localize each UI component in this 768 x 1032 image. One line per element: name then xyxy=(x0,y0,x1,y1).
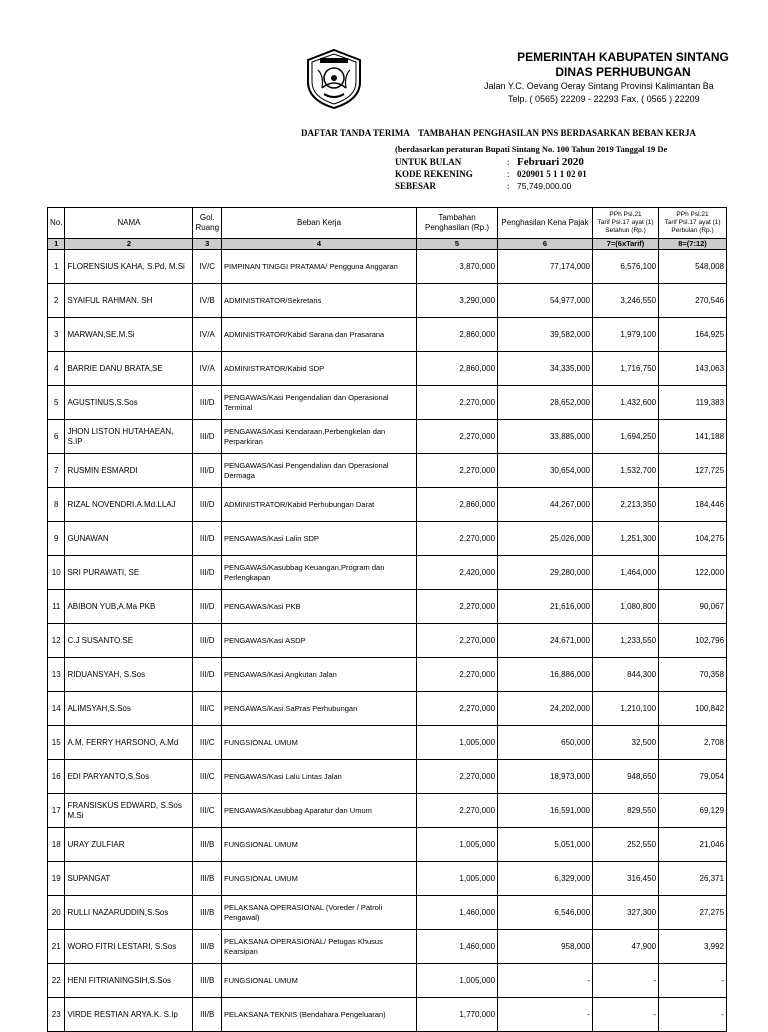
additional-income-cell: 1,005,000 xyxy=(417,862,498,896)
additional-income-cell: 2,270,000 xyxy=(417,522,498,556)
row-number-cell: 21 xyxy=(48,930,65,964)
meta-rekening xyxy=(395,168,587,180)
additional-income-cell: 2,270,000 xyxy=(417,454,498,488)
column-number-cell: 5 xyxy=(417,239,498,250)
workload-position-cell: PENGAWAS/Kasi Pengendalian dan Operasional Dermaga xyxy=(222,454,417,488)
grade-cell: III/D xyxy=(193,624,222,658)
employee-name-cell: URAY ZULFIAR xyxy=(65,828,193,862)
title-text: TAMBAHAN PENGHASILAN PNS BERDASARKAN BEBAN KERJA xyxy=(417,128,697,138)
workload-position-cell: FUNGSIONAL UMUM xyxy=(222,964,417,998)
employee-name-cell: WORO FITRI LESTARI, S.Sos xyxy=(65,930,193,964)
taxable-income-cell: 16,591,000 xyxy=(498,794,593,828)
pph-tarif: Tarif Psl.17 ayat (1) xyxy=(664,219,721,226)
agency-phone: Telp. ( 0565) 22209 - 22293 Fax. ( 0565 ) 22209 xyxy=(508,94,700,104)
grade-cell: III/D xyxy=(193,488,222,522)
row-number-cell: 8 xyxy=(48,488,65,522)
pph-yearly-cell: - xyxy=(593,998,659,1032)
workload-position-cell: FUNGSIONAL UMUM xyxy=(222,726,417,760)
col-header-pph-setahun xyxy=(593,208,659,239)
taxable-income-cell: 5,051,000 xyxy=(498,828,593,862)
row-number-cell: 15 xyxy=(48,726,65,760)
pph-monthly-cell: 548,008 xyxy=(659,250,727,284)
bulan-value: Februari 2020 xyxy=(517,156,584,168)
workload-position-cell: PENGAWAS/Kasi Angkutan Jalan xyxy=(222,658,417,692)
row-number-cell: 3 xyxy=(48,318,65,352)
pph-yearly-cell: 948,650 xyxy=(593,760,659,794)
grade-cell: III/B xyxy=(193,998,222,1032)
row-number-cell: 11 xyxy=(48,590,65,624)
employee-name-cell: AGUSTINUS,S.Sos xyxy=(65,386,193,420)
employee-name-cell: JHON LISTON HUTAHAEAN, S.IP xyxy=(65,420,193,454)
employee-name-cell: MARWAN,SE.M.Si xyxy=(65,318,193,352)
workload-position-cell: PENGAWAS/Kasubbag Keuangan,Program dan Perlengkapan xyxy=(222,556,417,590)
taxable-income-cell: 25,026,000 xyxy=(498,522,593,556)
workload-position-cell: PENGAWAS/Kasubbag Aparatur dan Umum xyxy=(222,794,417,828)
column-number-cell: 4 xyxy=(222,239,417,250)
row-number-cell: 18 xyxy=(48,828,65,862)
rekening-label: KODE REKENING xyxy=(395,169,473,179)
pph-monthly-cell: 27,275 xyxy=(659,896,727,930)
additional-income-cell: 1,005,000 xyxy=(417,726,498,760)
additional-income-cell: 2,270,000 xyxy=(417,658,498,692)
grade-cell: III/D xyxy=(193,420,222,454)
workload-position-cell: PENGAWAS/Kasi PKB xyxy=(222,590,417,624)
additional-income-cell: 1,005,000 xyxy=(417,964,498,998)
col-header-gol: Gol. Ruang xyxy=(193,208,222,239)
col-header-no: No. xyxy=(48,208,65,239)
table-row xyxy=(48,488,727,522)
row-number-cell: 12 xyxy=(48,624,65,658)
grade-cell: IV/A xyxy=(193,352,222,386)
table-row xyxy=(48,760,727,794)
additional-income-cell: 2,270,000 xyxy=(417,386,498,420)
col-header-pph-perbulan xyxy=(659,208,727,239)
additional-income-cell: 3,870,000 xyxy=(417,250,498,284)
additional-income-cell: 2,270,000 xyxy=(417,420,498,454)
grade-cell: III/D xyxy=(193,658,222,692)
col-header-tambahan: Tambahan Penghasilan (Rp.) xyxy=(417,208,498,239)
letterhead xyxy=(478,50,768,105)
row-number-cell: 6 xyxy=(48,420,65,454)
employee-name-cell: SUPANGAT xyxy=(65,862,193,896)
row-number-cell: 19 xyxy=(48,862,65,896)
employee-name-cell: RIZAL NOVENDRI.A.Md.LLAJ xyxy=(65,488,193,522)
pph-monthly-cell: 143,063 xyxy=(659,352,727,386)
workload-position-cell: PENGAWAS/Kasi ASDP xyxy=(222,624,417,658)
taxable-income-cell: 33,885,000 xyxy=(498,420,593,454)
row-number-cell: 20 xyxy=(48,896,65,930)
pph-period: Perbulan (Rp.) xyxy=(671,227,714,234)
row-number-cell: 16 xyxy=(48,760,65,794)
pph-yearly-cell: 1,080,800 xyxy=(593,590,659,624)
taxable-income-cell: 958,000 xyxy=(498,930,593,964)
pph-monthly-cell: 141,188 xyxy=(659,420,727,454)
sebesar-value: 75,749,000.00 xyxy=(517,181,572,191)
pph-monthly-cell: 69,129 xyxy=(659,794,727,828)
additional-income-cell: 2,270,000 xyxy=(417,760,498,794)
taxable-income-cell: 39,582,000 xyxy=(498,318,593,352)
pph-monthly-cell: 119,383 xyxy=(659,386,727,420)
col-header-kena-pajak: Penghasilan Kena Pajak xyxy=(498,208,593,239)
colon: : xyxy=(507,169,510,179)
pph-yearly-cell: 1,210,100 xyxy=(593,692,659,726)
grade-cell: III/C xyxy=(193,760,222,794)
table-row xyxy=(48,386,727,420)
grade-cell: III/B xyxy=(193,964,222,998)
table-row xyxy=(48,250,727,284)
row-number-cell: 14 xyxy=(48,692,65,726)
workload-position-cell: PELAKSANA TEKNIS (Bendahara Pengeluaran) xyxy=(222,998,417,1032)
rekening-value: 020901 5 1 1 02 01 xyxy=(517,169,587,179)
pph-monthly-cell: 122,000 xyxy=(659,556,727,590)
table-row xyxy=(48,896,727,930)
employee-name-cell: SRI PURAWATI, SE xyxy=(65,556,193,590)
pph-monthly-cell: 79,054 xyxy=(659,760,727,794)
table-row xyxy=(48,964,727,998)
pph-monthly-cell: - xyxy=(659,964,727,998)
pph-title: PPh Psl.21 xyxy=(609,211,642,218)
row-number-cell: 7 xyxy=(48,454,65,488)
row-number-cell: 9 xyxy=(48,522,65,556)
grade-cell: III/C xyxy=(193,794,222,828)
workload-position-cell: ADMINISTRATOR/Kabid SDP xyxy=(222,352,417,386)
col-header-nama: NAMA xyxy=(65,208,193,239)
employee-name-cell: HENI FITRIANINGSIH,S.Sos xyxy=(65,964,193,998)
additional-income-cell: 2,270,000 xyxy=(417,624,498,658)
pph-yearly-cell: 1,432,600 xyxy=(593,386,659,420)
workload-position-cell: ADMINISTRATOR/Kabid Perhubungan Darat xyxy=(222,488,417,522)
grade-cell: III/D xyxy=(193,556,222,590)
additional-income-cell: 2,270,000 xyxy=(417,590,498,624)
table-row xyxy=(48,522,727,556)
pph-yearly-cell: 829,550 xyxy=(593,794,659,828)
employee-name-cell: ABIBON YUB,A.Ma PKB xyxy=(65,590,193,624)
additional-income-cell: 1,770,000 xyxy=(417,998,498,1032)
taxable-income-cell: 54,977,000 xyxy=(498,284,593,318)
employee-name-cell: RIDUANSYAH, S.Sos xyxy=(65,658,193,692)
grade-cell: IV/A xyxy=(193,318,222,352)
pph-monthly-cell: 3,992 xyxy=(659,930,727,964)
pph-yearly-cell: 1,979,100 xyxy=(593,318,659,352)
pph-yearly-cell: 1,233,550 xyxy=(593,624,659,658)
employee-name-cell: FRANSISKUS EDWARD, S.Sos M.Si xyxy=(65,794,193,828)
table-row xyxy=(48,590,727,624)
employee-name-cell: RUSMIN ESMARDI xyxy=(65,454,193,488)
pph-monthly-cell: 26,371 xyxy=(659,862,727,896)
additional-income-cell: 3,290,000 xyxy=(417,284,498,318)
column-number-cell: 8=(7:12) xyxy=(659,239,727,250)
pph-monthly-cell: 21,046 xyxy=(659,828,727,862)
table-row xyxy=(48,284,727,318)
workload-position-cell: ADMINISTRATOR/Kabid Sarana dan Prasarana xyxy=(222,318,417,352)
pph-yearly-cell: 2,213,350 xyxy=(593,488,659,522)
column-number-cell: 3 xyxy=(193,239,222,250)
title-label: DAFTAR TANDA TERIMA xyxy=(301,128,410,138)
pph-yearly-cell: - xyxy=(593,964,659,998)
taxable-income-cell: 44,267,000 xyxy=(498,488,593,522)
pph-yearly-cell: 1,694,250 xyxy=(593,420,659,454)
bulan-label: UNTUK BULAN xyxy=(395,157,462,167)
pph-monthly-cell: 102,796 xyxy=(659,624,727,658)
pph-yearly-cell: 3,246,550 xyxy=(593,284,659,318)
grade-cell: III/D xyxy=(193,386,222,420)
additional-income-cell: 1,005,000 xyxy=(417,828,498,862)
pph-monthly-cell: 164,925 xyxy=(659,318,727,352)
taxable-income-cell: 24,671,000 xyxy=(498,624,593,658)
pph-period: Setahun (Rp.) xyxy=(605,227,646,234)
government-name: PEMERINTAH KABUPATEN SINTANG xyxy=(517,50,729,64)
pph-monthly-cell: 2,708 xyxy=(659,726,727,760)
taxable-income-cell: 28,652,000 xyxy=(498,386,593,420)
taxable-income-cell: 650,000 xyxy=(498,726,593,760)
taxable-income-cell: 24,202,000 xyxy=(498,692,593,726)
row-number-cell: 13 xyxy=(48,658,65,692)
employee-name-cell: EDI PARYANTO,S.Sos xyxy=(65,760,193,794)
pph-yearly-cell: 1,464,000 xyxy=(593,556,659,590)
additional-income-cell: 2,270,000 xyxy=(417,794,498,828)
column-numbering-row xyxy=(48,239,727,250)
meta-bulan xyxy=(395,156,587,168)
row-number-cell: 2 xyxy=(48,284,65,318)
workload-position-cell: FUNGSIONAL UMUM xyxy=(222,862,417,896)
table-row xyxy=(48,556,727,590)
table-row xyxy=(48,420,727,454)
pph-title: PPh Psl.21 xyxy=(676,211,709,218)
column-number-cell: 6 xyxy=(498,239,593,250)
workload-position-cell: PIMPINAN TINGGI PRATAMA/ Pengguna Anggaran xyxy=(222,250,417,284)
document-subtitle: (berdasarkan peraturan Bupati Sintang No. 100 Tahun 2019 Tanggal 19 De xyxy=(395,144,668,154)
employee-name-cell: RULLI NAZARUDDIN,S.Sos xyxy=(65,896,193,930)
employee-name-cell: SYAIFUL RAHMAN. SH xyxy=(65,284,193,318)
workload-position-cell: PENGAWAS/Kasi Lalu Lintas Jalan xyxy=(222,760,417,794)
grade-cell: III/B xyxy=(193,896,222,930)
table-row xyxy=(48,658,727,692)
receipt-table xyxy=(47,207,727,1032)
pph-tarif: Tarif Psl.17 ayat (1) xyxy=(597,219,654,226)
agency-address: Jalan Y.C. Oevang Oeray Sintang Provinsi Kalimantan Ba xyxy=(484,81,714,91)
employee-name-cell: C.J SUSANTO.SE xyxy=(65,624,193,658)
table-header-row xyxy=(48,208,727,239)
row-number-cell: 10 xyxy=(48,556,65,590)
colon: : xyxy=(507,181,510,191)
regency-emblem-logo xyxy=(302,48,366,110)
row-number-cell: 5 xyxy=(48,386,65,420)
pph-yearly-cell: 252,550 xyxy=(593,828,659,862)
pph-yearly-cell: 1,716,750 xyxy=(593,352,659,386)
employee-name-cell: BARRIE DANU BRATA,SE xyxy=(65,352,193,386)
grade-cell: IV/C xyxy=(193,250,222,284)
column-number-cell: 1 xyxy=(48,239,65,250)
table-row xyxy=(48,930,727,964)
pph-yearly-cell: 327,300 xyxy=(593,896,659,930)
grade-cell: III/B xyxy=(193,828,222,862)
document-title xyxy=(301,128,696,138)
taxable-income-cell: 6,546,000 xyxy=(498,896,593,930)
column-number-cell: 2 xyxy=(65,239,193,250)
pph-yearly-cell: 6,576,100 xyxy=(593,250,659,284)
taxable-income-cell: 21,616,000 xyxy=(498,590,593,624)
additional-income-cell: 2,860,000 xyxy=(417,318,498,352)
pph-monthly-cell: 100,842 xyxy=(659,692,727,726)
workload-position-cell: PENGAWAS/Kasi Lalin SDP xyxy=(222,522,417,556)
pph-monthly-cell: 90,067 xyxy=(659,590,727,624)
pph-monthly-cell: - xyxy=(659,998,727,1032)
additional-income-cell: 1,460,000 xyxy=(417,896,498,930)
workload-position-cell: PENGAWAS/Kasi SaPras Perhubungan xyxy=(222,692,417,726)
grade-cell: III/B xyxy=(193,930,222,964)
table-row xyxy=(48,998,727,1032)
taxable-income-cell: - xyxy=(498,964,593,998)
workload-position-cell: ADMINISTRATOR/Sekretaris xyxy=(222,284,417,318)
row-number-cell: 4 xyxy=(48,352,65,386)
table-row xyxy=(48,624,727,658)
agency-name: DINAS PERHUBUNGAN xyxy=(555,65,691,79)
grade-cell: IV/B xyxy=(193,284,222,318)
additional-income-cell: 2,270,000 xyxy=(417,692,498,726)
pph-yearly-cell: 316,450 xyxy=(593,862,659,896)
workload-position-cell: FUNGSIONAL UMUM xyxy=(222,828,417,862)
pph-monthly-cell: 270,546 xyxy=(659,284,727,318)
table-row xyxy=(48,726,727,760)
table-row xyxy=(48,828,727,862)
col-header-beban: Beban Kerja xyxy=(222,208,417,239)
table-row xyxy=(48,794,727,828)
taxable-income-cell: 34,335,000 xyxy=(498,352,593,386)
table-row xyxy=(48,862,727,896)
taxable-income-cell: 16,886,000 xyxy=(498,658,593,692)
employee-name-cell: FLORENSIUS KAHA, S.Pd, M.Si xyxy=(65,250,193,284)
table-row xyxy=(48,454,727,488)
row-number-cell: 17 xyxy=(48,794,65,828)
grade-cell: III/B xyxy=(193,862,222,896)
colon: : xyxy=(507,157,510,167)
workload-position-cell: PELAKSANA OPERASIONAL (Voreder / Patroli Pengawal) xyxy=(222,896,417,930)
grade-cell: III/C xyxy=(193,726,222,760)
employee-name-cell: ALIMSYAH,S.Sos xyxy=(65,692,193,726)
pph-monthly-cell: 184,446 xyxy=(659,488,727,522)
additional-income-cell: 2,860,000 xyxy=(417,352,498,386)
additional-income-cell: 1,460,000 xyxy=(417,930,498,964)
taxable-income-cell: 29,280,000 xyxy=(498,556,593,590)
employee-name-cell: VIRDE RESTIAN ARYA.K. S.Ip xyxy=(65,998,193,1032)
table-row xyxy=(48,692,727,726)
row-number-cell: 23 xyxy=(48,998,65,1032)
row-number-cell: 22 xyxy=(48,964,65,998)
grade-cell: III/D xyxy=(193,454,222,488)
additional-income-cell: 2,420,000 xyxy=(417,556,498,590)
employee-name-cell: GUNAWAN xyxy=(65,522,193,556)
column-number-cell: 7=(6xTarif) xyxy=(593,239,659,250)
employee-name-cell: A.M. FERRY HARSONO, A.Md xyxy=(65,726,193,760)
sebesar-label: SEBESAR xyxy=(395,181,437,191)
pph-monthly-cell: 70,358 xyxy=(659,658,727,692)
grade-cell: III/D xyxy=(193,522,222,556)
pph-yearly-cell: 32,500 xyxy=(593,726,659,760)
workload-position-cell: PENGAWAS/Kasi Kendaraan,Perbengkelan dan Perparkiran xyxy=(222,420,417,454)
pph-yearly-cell: 47,900 xyxy=(593,930,659,964)
taxable-income-cell: 18,973,000 xyxy=(498,760,593,794)
pph-monthly-cell: 127,725 xyxy=(659,454,727,488)
pph-monthly-cell: 104,275 xyxy=(659,522,727,556)
taxable-income-cell: 77,174,000 xyxy=(498,250,593,284)
table-row xyxy=(48,352,727,386)
pph-yearly-cell: 1,251,300 xyxy=(593,522,659,556)
taxable-income-cell: - xyxy=(498,998,593,1032)
pph-yearly-cell: 1,532,700 xyxy=(593,454,659,488)
workload-position-cell: PENGAWAS/Kasi Pengendalian dan Operasional Terminal xyxy=(222,386,417,420)
grade-cell: III/C xyxy=(193,692,222,726)
additional-income-cell: 2,860,000 xyxy=(417,488,498,522)
table-row xyxy=(48,318,727,352)
pph-yearly-cell: 844,300 xyxy=(593,658,659,692)
taxable-income-cell: 6,329,000 xyxy=(498,862,593,896)
document-meta xyxy=(395,156,587,192)
meta-sebesar xyxy=(395,180,587,192)
workload-position-cell: PELAKSANA OPERASIONAL/ Petugas Khusus Kearsipan xyxy=(222,930,417,964)
row-number-cell: 1 xyxy=(48,250,65,284)
taxable-income-cell: 30,654,000 xyxy=(498,454,593,488)
grade-cell: III/D xyxy=(193,590,222,624)
